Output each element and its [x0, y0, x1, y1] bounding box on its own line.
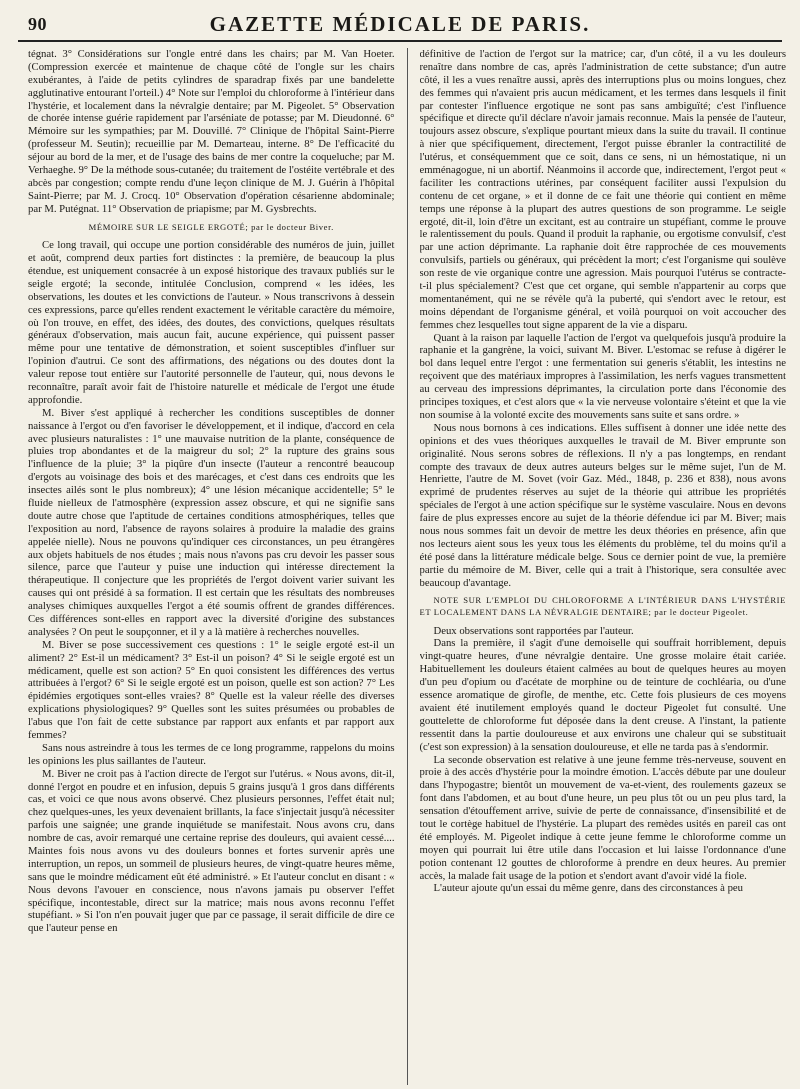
body-paragraph: M. Biver se pose successivement ces questions : 1° le seigle ergoté est-il un aliment? 2° Est-il un médicament? 3° Est-il un poison? 4° Si le seigle ergoté est un médicament, quelle est son action? 5° En quoi consistent les différences des vertus attribuées à l'ergot? 6° Si le seigle ergoté est un poison, quelle est son action? 7° Les épidémies ergotiques sont-elles vraies? 8° Quelle est la valeur réelle des diverses explications physiologiques? 9° Quelles sont les suites présumées ou probables de l'abus que l'on fait de cette substance par rapport aux enfants et par rapport aux femmes? [28, 638, 395, 742]
body-paragraph: Quant à la raison par laquelle l'action de l'ergot va quelquefois jusqu'à produire la raphanie et la gangrène, la voici, suivant M. Biver. L'estomac se refuse à digérer le bol dans lequel entre l'ergot : une fermentation sui generis s'établit, les intestins ne reçoivent que des matériaux impropres à l'assimilation, les nerfs vagues transmettent au cerveau des impressions déprimantes, la circulation porte dans l'économie des principes toxiques, et c'est alors que « la vie nerveuse volontaire s'éteint et que la vie non soumise à la volonté excite des mouvements sans suite et sans ordre. » [419, 331, 786, 421]
page-number: 90 [28, 14, 47, 34]
body-paragraph: La seconde observation est relative à une jeune femme très-nerveuse, souvent en proie à des accès d'hystérie pour la moindre émotion. L'accès débute par une douleur dans l'hypogastre; bientôt un mouvement de va-et-vient, des roulements gazeux se font dans l'abdomen, et au bout d'une heure, un peu plus tôt ou un peu plus tard, la sensation d'étouffement arrive, suivie de perte de connaissance, d'insensibilité et de tout le cortège habituel de l'hystérie. La plupart des remèdes usités en pareil cas ont été employés. M. Pigeolet indique à cette jeune femme le chloroforme comme un moyen qui pourrait lui être utile dans l'occasion et lui laisse l'ordonnance d'une potion contenant 12 gouttes de chloroforme à prendre en deux heures. Au premier accès, la malade fait usage de la potion et s'endort avant d'avoir vidé la fiole. [419, 753, 786, 882]
page-header [18, 10, 782, 42]
body-paragraph: L'auteur ajoute qu'un essai du même genre, dans des circonstances à peu [433, 882, 744, 895]
left-column [28, 48, 395, 1085]
body-paragraph: Sans nous astreindre à tous les termes de ce long programme, rappelons du moins les opinions les plus saillantes de l'auteur. [28, 741, 395, 767]
journal-title: GAZETTE MÉDICALE DE PARIS. [209, 12, 591, 36]
body-paragraph: Dans la première, il s'agit d'une demoiselle qui souffrait horriblement, depuis vingt-quatre heures, d'une névralgie dentaire. Une grosse molaire était cariée. Habituellement les douleurs étaient calmées au bout de quelques heures au moyen d'un peu d'opium ou d'acétate de morphine ou de teinture de cochléaria, ou d'une essence aromatique de girofle, de menthe, etc. Cette fois plusieurs de ces moyens avaient été inutilement employés quand le docteur Pigeolet fut consulté. Une gouttelette de chloroforme fut déposée dans la dent creuse. A l'instant, la patiente ressentit dans la partie douloureuse et aux environs une chaleur qui se substituait (c'est son expression) à la sensation douloureuse, et elle ne tarda pas à s'endormir. [419, 637, 786, 753]
body-paragraph: Ce long travail, qui occupe une portion considérable des numéros de juin, juillet et août, comprend deux parties fort distinctes : la première, de beaucoup la plus étendue, est uniquement consacrée à un exposé historique des travaux publiés sur le seigle ergoté; la seconde, intitulée Conclusion, comprend « les idées, les observations, les doutes et les convictions de l'auteur. » Nous transcrivons à dessein ces expressions, parce qu'elles rendent exactement le véritable caractère du mémoire, où l'on trouve, en effet, des idées, des doutes, des convictions, quelques résultats généraux d'observation, mais aucun fait, aucune expérience, qui puissent passer même pour une tentative de démonstration, et soient susceptibles d'influer sur l'opinion d'autrui. Ce sont des affirmations, des négations ou des doutes dont la valeur repose tout entière sur l'autorité personnelle de l'auteur, qui, nous devons le reconnaître, paraît avoir fait de l'histoire naturelle et médicale de l'ergot une étude approfondie. [28, 239, 395, 406]
section-heading-chloroforme: NOTE SUR L'EMPLOI DU CHLOROFORME A L'INTÉRIEUR DANS L'HYSTÉRIE ET LOCALEMENT DANS LA NÉVRALGIE DENTAIRE; par le docteur Pigeolet. [419, 595, 786, 617]
body-paragraph: définitive de l'action de l'ergot sur la matrice; car, d'un côté, il a vu les douleurs renaître dans nombre de cas, après l'administration de cette substance; d'un autre côté, il les a vues renaître aussi, après des interruptions plus ou moins longues, chez des femmes qui n'avaient pris aucun médicament, et les termes dans lesquels il finit par contester l'influence ergotique ne sont pas sans ambiguïté; c'est l'influence spécifique et directe qu'il déclare n'avoir jamais reconnue. Mais la pensée de l'auteur, toujours assez obscure, s'explique pourtant mieux dans la suite du travail. Il continue à nier que spécifiquement, directement, l'ergot puisse ébranler la contractilité de l'utérus, et conséquemment que ce soit, dans ce sens, ni un hémostatique, ni un emménagogue, ni un abortif. Néanmoins il accorde que, indirectement, l'ergot peut « faciliter les contractions utérines, par conséquent faciliter aussi l'expulsion du contenu de cet organe, » et il donne de ce fait une théorie qui contient en même temps une réponse à la plupart des autres questions de son programme. Le seigle ergoté, dit-il, loin d'être un excitant, est au contraire un stupéfiant, comme le prouve le ralentissement du pouls. Quand il produit la raphanie, ou ergotisme convulsif, c'est par une action déprimante. La raphanie doit être rapprochée de ces mouvements convulsifs, partiels ou généraux, qui précèdent la mort; c'est l'organisme qui soulève son reste de vie organique contre une agression. Mais pourquoi l'utérus se contracte-t-il plus spécialement? C'est que cet organe, qui semble n'appartenir au corps que momentanément, qui ne se révèle qu'à la puberté, qui s'endort avec le retour, est moins dépendant de l'organisme général, et voilà pourquoi on voit accoucher des femmes chez lesquelles tout signe apparent de la vie a disparu. [419, 48, 786, 331]
body-paragraph: M. Biver ne croit pas à l'action directe de l'ergot sur l'utérus. « Nous avons, dit-il, donné l'ergot en poudre et en infusion, depuis 5 grains jusqu'à 1 gros dans différents cas, et voici ce que nous avons observé. Chez plusieurs personnes, l'effet était nul; chez quelques-unes, les yeux devenaient brillants, la face s'injectait jusqu'à nécessiter parfois une saignée; une grande inquiétude se manifestait. Nous avons cru, dans nombre de cas, avoir remarqué une certaine reprise des douleurs, qui avaient cessé.... Maintes fois nous avons vu des douleurs bonnes et fortes survenir après une interruption, un repos, un sommeil de plusieurs heures, de vingt-quatre heures même, sans que le moindre médicament eût été administré. » Et l'auteur conclut en disant : « Nous devons l'avouer en conscience, nous n'avons jamais pu observer l'effet spécifique, incontestable, direct sur la matrice; mais nous avons reconnu l'effet stupéfiant. » Si l'on n'en pouvait juger que par ce passage, il serait difficile de dire ce que l'auteur pense en [28, 767, 395, 935]
body-paragraph: Nous nous bornons à ces indications. Elles suffisent à donner une idée nette des opinions et des vues théoriques auxquelles le travail de M. Biver emprunte son originalité. Nous serons sobres de réflexions. Il n'y a pas longtemps, en rendant compte des travaux de deux autres auteurs belges sur le même sujet, l'un de M. Henriette, l'autre de M. Sovet (voir Gaz. Méd., 1848, p. 236 et 838), nous avons exprimé de prudentes réserves au sujet de la théorie qui attribue les propriétés spéciales de l'ergot à une action spécifique sur le système vasculaire. Nous en devons faire de plus expresses encore au sujet de la théorie défendue ici par M. Biver; mais nous nous sommes fait un devoir de mettre les deux théories en présence, afin que nos lecteurs aient sous les yeux tous les éléments du problème, tel du moins qu'il a été posé dans la littérature médicale belge. Sous ce dernier point de vue, la première partie du mémoire de M. Biver, celle qui a trait à l'historique, sera consultée avec beaucoup d'avantage. [419, 421, 786, 589]
body-paragraph: Deux observations sont rapportées par l'auteur. [433, 624, 634, 637]
article-columns [28, 48, 786, 1085]
section-heading-seigle-ergote: MÉMOIRE SUR LE SEIGLE ERGOTÉ; par le docteur Biver. [88, 221, 334, 232]
body-paragraph: M. Biver s'est appliqué à rechercher les conditions susceptibles de donner naissance à l'ergot ou d'en favoriser le développement, et il indique, d'accord en cela avec plusieurs naturalistes : 1° une mauvaise nutrition de la plante, conséquence de pluies trop abondantes et de la maigreur du sol; 2° la rupture des grains sous l'influence de la pluie; 3° la piqûre d'un insecte (l'auteur a rencontré beaucoup d'ergots au voisinage des bois et des marécages, et c'est dans ces endroits que les insectes ailés sont le plus nombreux); 4° une lésion mécanique accidentelle; 5° le fluide nielleux de l'atmosphère (expression assez obscure, et qui ne signifie sans doute autre chose que l'aptitude de certaines conditions atmosphériques, telles que l'exposition au nord, l'absence de rayons solaires à produire la maladie des grains appelée nielle). Nous ne pouvons qu'indiquer ces circonstances, un peu étrangères aux objets habituels de nos études ; mais nous n'avons pas cru devoir les passer sous silence, parce que l'auteur y puise une induction qui intéresse directement la thérapeutique. Il conjecture que les propriétés de l'ergot doivent varier suivant les causes qui ont présidé à sa formation. Il est certain que les résultats des nombreuses analyses chimiques auxquelles l'ergot a été soumis offrent de grandes différences. Ces différences sont-elles en rapport avec la diversité d'origine des substances analysées ? On peut le soupçonner, et il y a là matière à recherches nouvelles. [28, 406, 395, 638]
column-divider [407, 48, 408, 1085]
right-column [420, 48, 787, 1085]
list-paragraph: tégnat. 3° Considérations sur l'ongle entré dans les chairs; par M. Van Hoeter. (Compression exercée et maintenue de chaque côté de l'ongle sur les chairs exubérantes, à l'aide de petits cylindres de sparadrap fixés par une bandelette agglutinative entourant l'orteil.) 4° Note sur l'emploi du chloroforme à l'intérieur dans l'hystérie, et localement dans la névralgie dentaire; par M. Pigeolet. 5° Observation de chorée intense guérie rapidement par l'arséniate de potasse; par M. Dieudonné. 6° Mémoire sur les sympathies; par M. Douvillé. 7° Clinique de l'hôpital Saint-Pierre (professeur M. Seutin); recueillie par M. Demarteau, interne. 8° De l'efficacité du séjour au bord de la mer, et de l'usage des bains de mer contre la coqueluche; par M. Verhaeghe. 9° De la méthode sous-cutanée; du traitement de l'ostéite vertébrale et des abcès par congestion; compte rendu d'une leçon clinique de M. J. Guérin à l'hôpital Saint-Pierre; par M. J. Crocq. 10° Observation d'opération césarienne abdominale; par M. Putégnat. 11° Observation de priapisme; par M. Gysbrechts. [28, 48, 395, 215]
